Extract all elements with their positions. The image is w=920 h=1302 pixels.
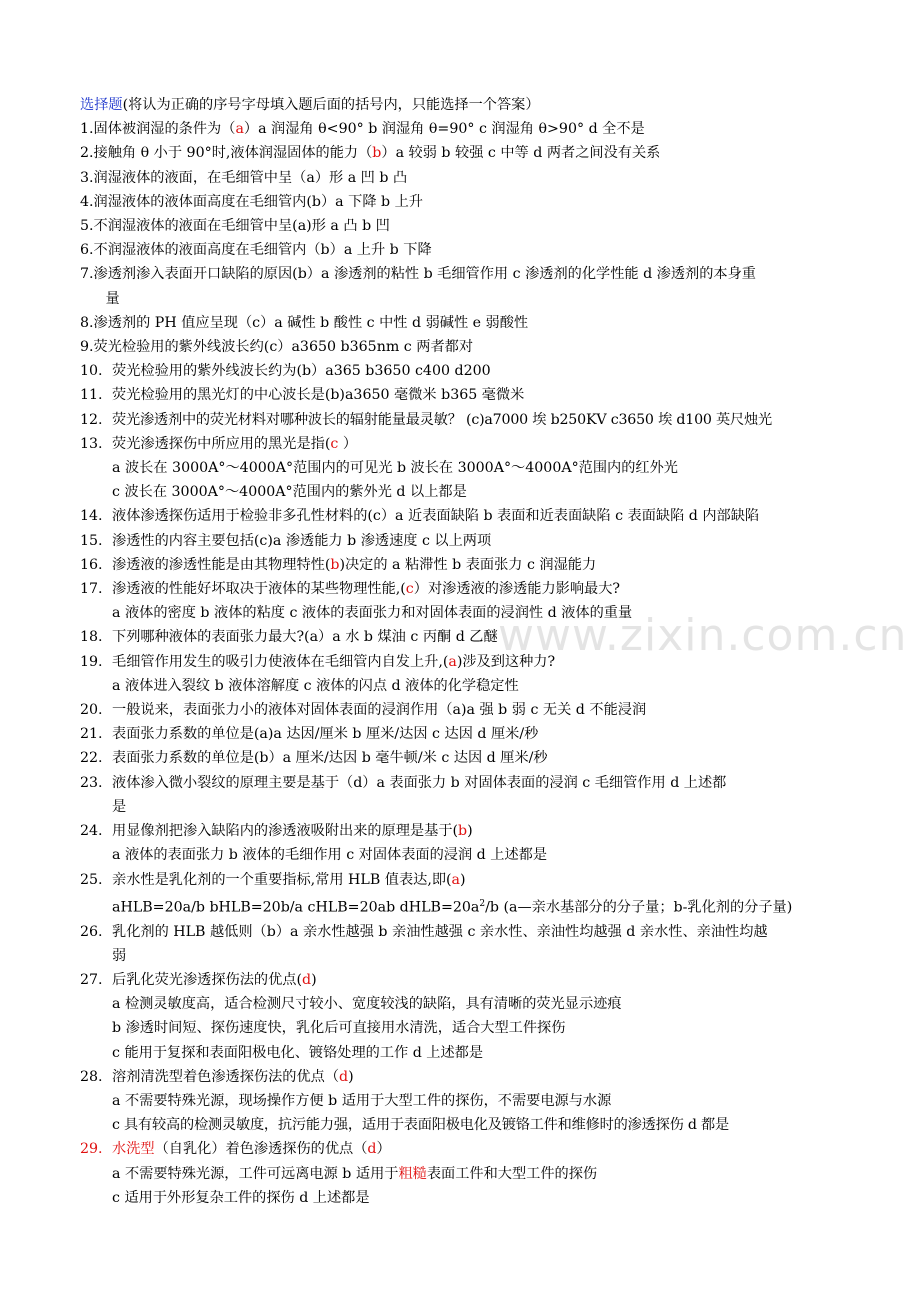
question-text: 渗透剂渗入表面开口缺陷的原因(b）a 渗透剂的粘性 b 毛细管作用 c 渗透剂的化学性能 d 渗透剂的本身重	[93, 266, 756, 283]
question-16	[80, 553, 850, 577]
question-20	[80, 698, 850, 722]
question-number: 10.	[80, 363, 103, 380]
heading-instruction: (将认为正确的序号字母填入题后面的括号内，只能选择一个答案）	[122, 97, 540, 113]
question-number: 5.	[80, 218, 94, 235]
question-7	[80, 262, 850, 310]
question-29	[80, 1137, 850, 1161]
watermark: www.zixin.com.cn	[498, 610, 908, 661]
question-text: 荧光渗透剂中的荧光材料对哪种波长的辐射能量最灵敏？ (c)a7000 埃 b250KV c3650 埃 d100 英尺烛光	[112, 411, 772, 428]
question-text: 液体渗入微小裂纹的原理主要是基于（d）a 表面张力 b 对固体表面的浸润 c 毛细管作用 d 上述都	[112, 774, 727, 791]
question-14	[80, 504, 850, 528]
question-text: 不润湿液体的液面高度在毛细管内（b）a 上升 b 下降	[93, 242, 432, 259]
answer-mark: c	[330, 435, 339, 452]
option-line: a 波长在 3000A°～4000A°范围内的可见光 b 波长在 3000A°～4000A°范围内的红外光	[112, 460, 678, 477]
question-number: 15.	[80, 532, 103, 549]
question-10	[80, 359, 850, 383]
question-15	[80, 529, 850, 553]
question-number: 20.	[80, 702, 103, 719]
question-26	[80, 920, 850, 968]
question-text: 荧光检验用的紫外线波长约(c）a3650 b365nm c 两者都对	[93, 339, 474, 356]
answer-mark: b	[372, 145, 382, 162]
question-options: ）a 较弱 b 较强 c 中等 d 两者之间没有关系	[381, 145, 661, 162]
question-text-end: )涉及到这种力?	[456, 653, 556, 670]
question-number: 23.	[80, 774, 103, 791]
question-text: 渗透液的渗透性能是由其物理特性(	[112, 556, 331, 573]
question-number: 26.	[80, 923, 103, 940]
superscript: 2	[479, 898, 486, 909]
question-number: 17.	[80, 581, 103, 598]
question-text-continued: 是	[112, 798, 127, 815]
question-text: 后乳化荧光渗透探伤法的优点(	[112, 972, 302, 989]
option-line	[80, 892, 850, 920]
question-number: 14.	[80, 508, 103, 525]
question-text: 一般说来，表面张力小的液体对固体表面的浸润作用（a)a 强 b 弱 c 无关 d 不能浸润	[112, 702, 647, 719]
question-3	[80, 166, 850, 190]
question-28	[80, 1065, 850, 1089]
option-line: a 液体的密度 b 液体的粘度 c 液体的表面张力和对固体表面的浸润性 d 液体的重量	[112, 605, 633, 622]
question-text: 表面张力系数的单位是(a)a 达因/厘米 b 厘米/达因 c 达因 d 厘米/秒	[112, 726, 539, 743]
question-options: )决定的 a 粘滞性 b 表面张力 c 润湿能力	[339, 556, 597, 573]
question-number: 1.	[80, 121, 94, 138]
question-25	[80, 868, 850, 892]
question-number: 8.	[80, 314, 94, 331]
question-text: 渗透性的内容主要包括(c)a 渗透能力 b 渗透速度 c 以上两项	[112, 532, 492, 549]
question-4	[80, 190, 850, 214]
question-number: 4.	[80, 193, 94, 210]
question-text-end: )	[467, 823, 473, 840]
option-line: a 液体进入裂纹 b 液体溶解度 c 液体的闪点 d 液体的化学稳定性	[112, 677, 519, 694]
question-options: ）a 润湿角 θ<90° b 润湿角 θ=90° c 润湿角 θ>90° d 全不是	[243, 121, 645, 138]
question-text: 荧光检验用的黑光灯的中心波长是(b)a3650 毫微米 b365 毫微米	[112, 387, 525, 404]
option-text: a 不需要特殊光源，工件可远离电源 b 适用于	[112, 1165, 399, 1182]
question-number: 21.	[80, 726, 103, 743]
answer-mark: a	[451, 871, 461, 888]
question-6	[80, 238, 850, 262]
question-number: 16.	[80, 556, 103, 573]
question-11	[80, 383, 850, 407]
question-text: 荧光渗透探伤中所应用的黑光是指(	[112, 435, 331, 452]
question-text: 溶剂清洗型着色渗透探伤法的优点（	[112, 1068, 340, 1085]
question-number: 11.	[80, 387, 103, 404]
option-line: b 渗透时间短、探伤速度快，乳化后可直接用水清洗，适合大型工件探伤	[112, 1020, 566, 1037]
question-2	[80, 141, 850, 165]
answer-mark: c	[405, 581, 414, 598]
highlighted-term: 粗糙	[398, 1165, 427, 1182]
question-text-end: ）对渗透液的渗透能力影响最大?	[413, 581, 620, 598]
question-text: 润湿液体的液面，在毛细管中呈（a）形 a 凹 b 凸	[93, 169, 408, 186]
answer-mark: a	[235, 121, 244, 138]
question-number: 19.	[80, 653, 103, 670]
question-27	[80, 968, 850, 992]
question-19	[80, 650, 850, 674]
question-text-end: )	[311, 972, 317, 989]
question-text: 毛细管作用发生的吸引力使液体在毛细管内自发上升,(	[112, 653, 449, 670]
highlighted-term: 水洗型	[112, 1141, 155, 1158]
question-text: 亲水性是乳化剂的一个重要指标,常用 HLB 值表达,即(	[112, 871, 452, 888]
question-text: 荧光检验用的紫外线波长约为(b）a365 b3650 c400 d200	[112, 363, 491, 380]
answer-mark: a	[448, 653, 457, 670]
question-number: 28.	[80, 1068, 103, 1085]
formula-text-end: /b (a—亲水基部分的分子量；b-乳化剂的分子量)	[485, 899, 793, 916]
option-text-end: 表面工件和大型工件的探伤	[426, 1165, 598, 1182]
question-5	[80, 214, 850, 238]
question-text-continued: 量	[105, 290, 120, 307]
question-text: 表面张力系数的单位是(b）a 厘米/达因 b 毫牛顿/米 c 达因 d 厘米/秒	[112, 750, 548, 767]
question-text: 接触角 θ 小于 90°时,液体润湿固体的能力（	[93, 145, 373, 162]
question-number: 9.	[80, 339, 94, 356]
question-text-end: )	[348, 1068, 354, 1085]
answer-mark: d	[301, 972, 312, 989]
question-text: 固体被润湿的条件为（	[93, 121, 236, 138]
question-13	[80, 432, 850, 456]
option-line: c 波长在 3000A°～4000A°范围内的紫外光 d 以上都是	[112, 484, 467, 501]
question-text: 润湿液体的液体面高度在毛细管内(b）a 下降 b 上升	[93, 193, 423, 210]
option-line: c 能用于复探和表面阳极电化、镀铬处理的工作 d 上述都是	[112, 1044, 484, 1061]
option-line: a 不需要特殊光源，现场操作方便 b 适用于大型工件的探伤，不需要电源与水源	[112, 1093, 612, 1110]
answer-mark: d	[367, 1141, 377, 1158]
question-text: 乳化剂的 HLB 越低则（b）a 亲水性越强 b 亲油性越强 c 亲水性、亲油性均越强 d 亲水性、亲油性均越	[112, 923, 768, 940]
question-24	[80, 819, 850, 843]
heading-label: 选择题	[80, 97, 123, 113]
question-text: 用显像剂把渗入缺陷内的渗透液吸附出来的原理是基于(	[112, 823, 459, 840]
question-text: 液体渗透探伤适用于检验非多孔性材料的(c）a 近表面缺陷 b 表面和近表面缺陷 c 表面缺陷 d 内部缺陷	[112, 508, 760, 525]
question-text-end: ）	[376, 1141, 391, 1158]
question-number: 2.	[80, 145, 94, 162]
answer-mark: b	[330, 556, 340, 573]
question-number: 7.	[80, 266, 94, 283]
document-body	[80, 93, 850, 1210]
question-number: 22.	[80, 750, 103, 767]
question-number: 3.	[80, 169, 94, 186]
question-text: （自乳化）着色渗透探伤的优点（	[154, 1141, 368, 1158]
answer-mark: b	[458, 823, 468, 840]
question-text-continued: 弱	[112, 947, 127, 964]
option-line: a 检测灵敏度高，适合检测尺寸较小、宽度较浅的缺陷，具有清晰的荧光显示迹痕	[112, 996, 622, 1013]
question-23	[80, 771, 850, 819]
question-8	[80, 311, 850, 335]
question-text: 渗透剂的 PH 值应呈现（c）a 碱性 b 酸性 c 中性 d 弱碱性 e 弱酸性	[93, 314, 529, 331]
question-text-end: )	[460, 871, 466, 888]
question-17	[80, 577, 850, 601]
option-line: a 液体的表面张力 b 液体的毛细作用 c 对固体表面的浸润 d 上述都是	[112, 847, 548, 864]
question-number: 6.	[80, 242, 94, 259]
question-number: 25.	[80, 871, 103, 888]
question-number: 13.	[80, 435, 103, 452]
formula-text: aHLB=20a/b bHLB=20b/a cHLB=20ab dHLB=20a	[112, 899, 480, 916]
question-number: 29.	[80, 1141, 103, 1158]
question-text: 下列哪种液体的表面张力最大?(a）a 水 b 煤油 c 丙酮 d 乙醚	[112, 629, 498, 646]
question-9	[80, 335, 850, 359]
option-line: c 适用于外形复杂工件的探伤 d 上述都是	[112, 1189, 370, 1206]
answer-mark: d	[339, 1068, 349, 1085]
question-number: 18.	[80, 629, 103, 646]
option-line: c 具有较高的检测灵敏度，抗污能力强，适用于表面阳极电化及镀铬工件和维修时的渗透探伤 d 都是	[112, 1117, 730, 1134]
question-number: 24.	[80, 823, 103, 840]
section-heading	[80, 93, 850, 117]
question-22	[80, 746, 850, 770]
question-1	[80, 117, 850, 141]
question-number: 12.	[80, 411, 103, 428]
question-text-end: ）	[338, 435, 358, 452]
question-text: 渗透液的性能好坏取决于液体的某些物理性能,(	[112, 581, 406, 598]
question-18	[80, 625, 850, 649]
question-number: 27.	[80, 972, 103, 989]
option-line	[80, 1162, 850, 1186]
question-12	[80, 408, 850, 432]
question-text: 不润湿液体的液面在毛细管中呈(a)形 a 凸 b 凹	[93, 218, 390, 235]
question-21	[80, 722, 850, 746]
